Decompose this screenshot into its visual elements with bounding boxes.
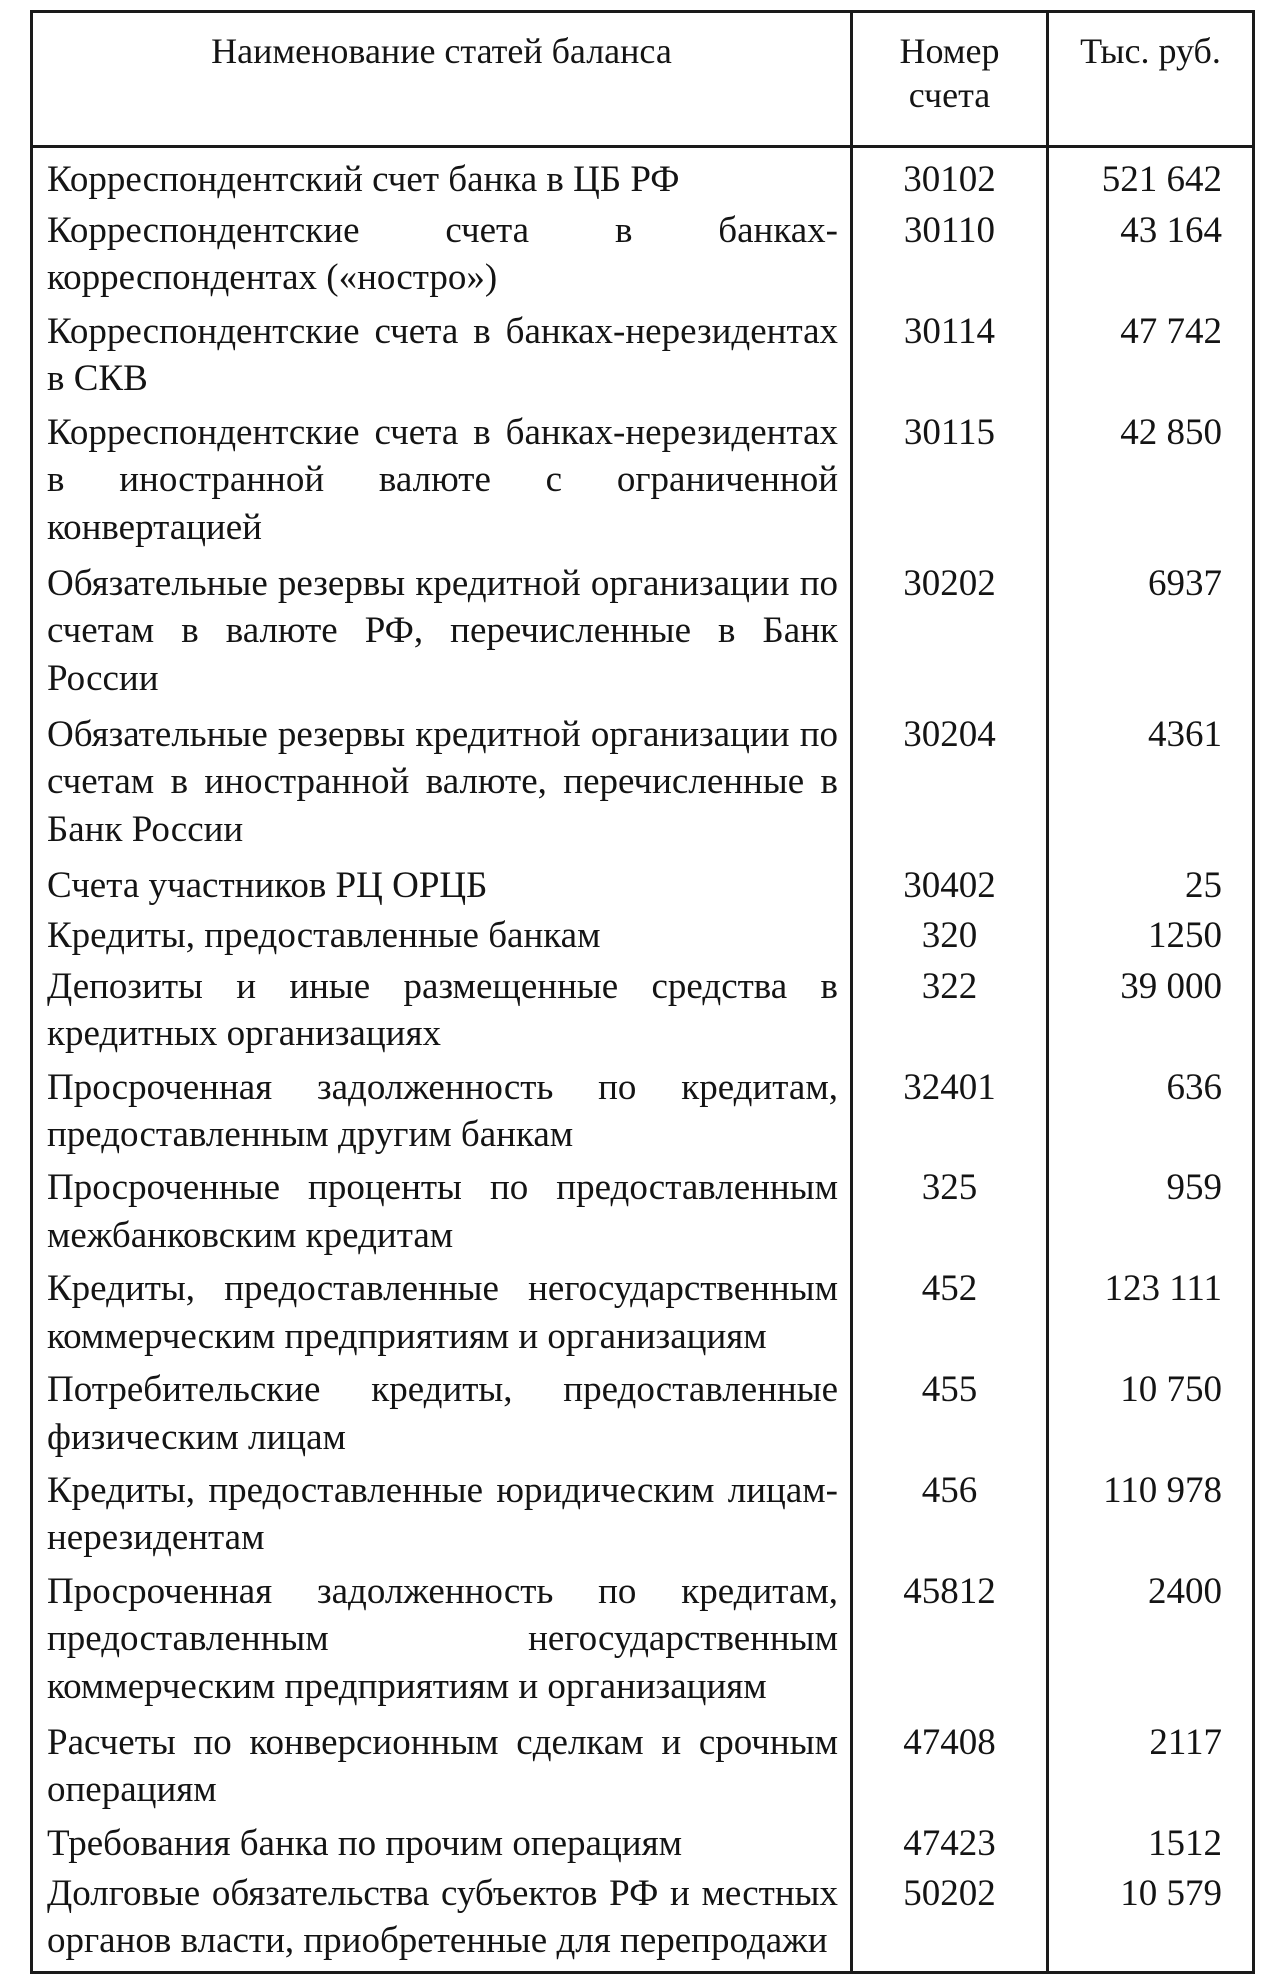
table-row bbox=[32, 862, 1254, 912]
amount-value: 42 850 bbox=[1048, 409, 1254, 560]
amount-value: 4361 bbox=[1048, 711, 1254, 862]
item-name: Обязательные резервы кредитной организации по счетам в иностранной валюте, перечисленные в Банк России bbox=[47, 713, 838, 850]
table-row bbox=[32, 207, 1254, 308]
account-number: 30102 bbox=[852, 147, 1048, 207]
item-name: Долговые обязательства субъектов РФ и местных органов власти, приобретенные для перепродажи bbox=[47, 1872, 838, 1962]
account-number: 455 bbox=[852, 1366, 1048, 1467]
item-name: Кредиты, предоставленные юридическим лицам-нерезидентам bbox=[47, 1469, 838, 1559]
item-name: Просроченная задолженность по кредитам, предоставленным другим банкам bbox=[47, 1066, 838, 1156]
table-row bbox=[32, 308, 1254, 409]
table-header-row bbox=[32, 12, 1254, 147]
account-number: 30114 bbox=[852, 308, 1048, 409]
amount-value: 636 bbox=[1048, 1064, 1254, 1165]
amount-value: 2117 bbox=[1048, 1719, 1254, 1820]
amount-value: 2400 bbox=[1048, 1568, 1254, 1719]
amount-value: 39 000 bbox=[1048, 963, 1254, 1064]
item-name: Кредиты, предоставленные банкам bbox=[47, 915, 601, 957]
item-name: Требования банка по прочим операциям bbox=[47, 1822, 682, 1864]
table-row bbox=[32, 1366, 1254, 1467]
amount-value: 47 742 bbox=[1048, 308, 1254, 409]
amount-value: 25 bbox=[1048, 862, 1254, 912]
table-row bbox=[32, 1820, 1254, 1870]
account-number: 47408 bbox=[852, 1719, 1048, 1820]
table-row bbox=[32, 560, 1254, 711]
amount-value: 6937 bbox=[1048, 560, 1254, 711]
item-name: Потребительские кредиты, предоставленные физическим лицам bbox=[47, 1369, 838, 1458]
amount-value: 1512 bbox=[1048, 1820, 1254, 1870]
item-name: Корреспондентские счета в банках-нерезидентах в иностранной валюте с ограниченной конвертацией bbox=[47, 411, 838, 548]
account-number: 30402 bbox=[852, 862, 1048, 912]
item-name: Корреспондентский счет банка в ЦБ РФ bbox=[47, 159, 680, 200]
account-number: 47423 bbox=[852, 1820, 1048, 1870]
item-name: Корреспондентские счета в банках-корреспондентах («ностро») bbox=[47, 209, 838, 299]
item-name: Депозиты и иные размещенные средства в кредитных организациях bbox=[47, 965, 838, 1055]
account-number: 452 bbox=[852, 1265, 1048, 1366]
amount-value: 959 bbox=[1048, 1164, 1254, 1265]
table-row bbox=[32, 409, 1254, 560]
table-row bbox=[32, 1467, 1254, 1568]
item-name: Корреспондентские счета в банках-нерезидентах в СКВ bbox=[47, 310, 838, 400]
item-name: Расчеты по конверсионным сделкам и срочным операциям bbox=[47, 1721, 838, 1811]
amount-value: 10 750 bbox=[1048, 1366, 1254, 1467]
account-number: 320 bbox=[852, 912, 1048, 962]
table-row bbox=[32, 711, 1254, 862]
item-name: Кредиты, предоставленные негосударственным коммерческим предприятиям и организациям bbox=[47, 1268, 838, 1357]
account-number: 50202 bbox=[852, 1870, 1048, 1971]
account-number: 30204 bbox=[852, 711, 1048, 862]
amount-value: 110 978 bbox=[1048, 1467, 1254, 1568]
amount-value: 10 579 bbox=[1048, 1870, 1254, 1971]
table-row bbox=[32, 1719, 1254, 1820]
table-row bbox=[32, 1164, 1254, 1265]
table-filler-row bbox=[32, 1971, 1254, 1973]
item-name: Счета участников РЦ ОРЦБ bbox=[47, 865, 488, 907]
item-name: Обязательные резервы кредитной организации по счетам в валюте РФ, перечисленные в Банк России bbox=[47, 562, 838, 699]
item-name: Просроченные проценты по предоставленным межбанковским кредитам bbox=[47, 1167, 838, 1256]
account-number: 32401 bbox=[852, 1064, 1048, 1165]
account-number: 30202 bbox=[852, 560, 1048, 711]
amount-value: 43 164 bbox=[1048, 207, 1254, 308]
header-amount-units: Тыс. руб. bbox=[1048, 12, 1254, 147]
account-number: 30115 bbox=[852, 409, 1048, 560]
account-number: 45812 bbox=[852, 1568, 1048, 1719]
account-number: 456 bbox=[852, 1467, 1048, 1568]
amount-value: 1250 bbox=[1048, 912, 1254, 962]
amount-value: 521 642 bbox=[1048, 147, 1254, 207]
header-item-name: Наименование статей баланса bbox=[32, 12, 852, 147]
header-account-number: Номер счета bbox=[852, 12, 1048, 147]
table-row bbox=[32, 147, 1254, 207]
table-body bbox=[32, 147, 1254, 1973]
account-number: 30110 bbox=[852, 207, 1048, 308]
table-row bbox=[32, 1568, 1254, 1719]
table-row bbox=[32, 963, 1254, 1064]
table-row bbox=[32, 1064, 1254, 1165]
account-number: 325 bbox=[852, 1164, 1048, 1265]
table-row bbox=[32, 1870, 1254, 1971]
table-row bbox=[32, 1265, 1254, 1366]
table-row bbox=[32, 912, 1254, 962]
balance-sheet-table bbox=[30, 10, 1255, 1974]
account-number: 322 bbox=[852, 963, 1048, 1064]
item-name: Просроченная задолженность по кредитам, предоставленным негосударственным коммерческим предприятиям и организациям bbox=[47, 1570, 838, 1707]
amount-value: 123 111 bbox=[1048, 1265, 1254, 1366]
